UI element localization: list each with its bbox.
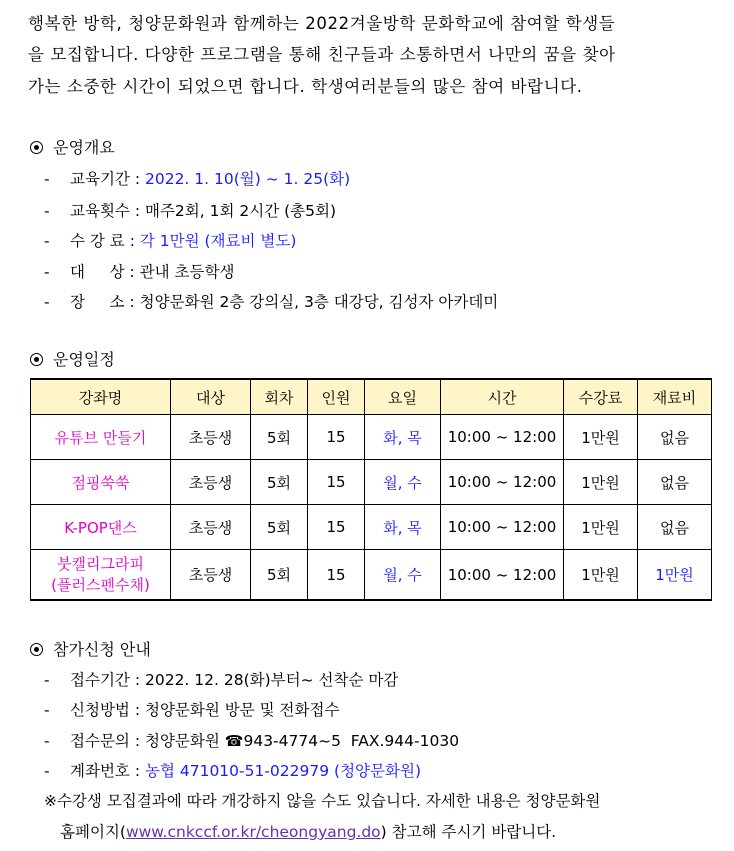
apply-period-value: 2022. 12. 28(화)부터~ 선착순 마감 xyxy=(144,671,399,689)
course-target: 초등생 xyxy=(171,415,251,460)
header-cell: 수강료 xyxy=(564,379,638,415)
schedule-heading xyxy=(30,347,115,370)
header-cell: 강좌명 xyxy=(31,379,171,415)
course-name: 점핑쑥쑥 xyxy=(31,460,171,505)
header-cell: 대상 xyxy=(171,379,251,415)
notice-line-1: ※수강생 모집결과에 따라 개강하지 않을 수도 있습니다. 자세한 내용은 청양문화원 xyxy=(44,792,601,810)
apply-method: - 신청방법 : 청양문화원 방문 및 전화접수 xyxy=(44,701,340,719)
apply-method-label: 신청방법 xyxy=(70,701,130,719)
overview-title: 운영개요 xyxy=(53,138,115,157)
header-cell: 시간 xyxy=(441,379,564,415)
apply-account-value: 농협 471010-51-022979 (청양문화원) xyxy=(144,762,421,780)
course-people: 15 xyxy=(308,460,365,505)
apply-contact-label: 접수문의 xyxy=(70,732,130,750)
course-name-line1: 붓캘리그라피 xyxy=(57,554,144,573)
table-header-row xyxy=(31,379,712,415)
course-target: 초등생 xyxy=(171,460,251,505)
course-people: 15 xyxy=(308,415,365,460)
course-days: 화, 목 xyxy=(365,415,441,460)
overview-target: - 대 상 : 관내 초등학생 xyxy=(44,263,235,281)
overview-count: - 교육횟수 : 매주2회, 1회 2시간 (총5회) xyxy=(44,202,337,220)
header-cell: 인원 xyxy=(308,379,365,415)
apply-contact-prefix: 청양문화원 xyxy=(144,732,225,750)
count-label: 교육횟수 xyxy=(70,202,130,220)
course-material: 없음 xyxy=(638,415,712,460)
course-days: 화, 목 xyxy=(365,505,441,550)
course-time: 10:00 ~ 12:00 xyxy=(441,415,564,460)
apply-method-value: 청양문화원 방문 및 전화접수 xyxy=(144,701,340,719)
course-people: 15 xyxy=(308,550,365,601)
notice-line-2 xyxy=(60,820,556,842)
course-time: 10:00 ~ 12:00 xyxy=(441,550,564,601)
course-sessions: 5회 xyxy=(251,505,308,550)
course-fee: 1만원 xyxy=(564,550,638,601)
course-target: 초등생 xyxy=(171,505,251,550)
intro-line-1: 행복한 방학, 청양문화원과 함께하는 2022겨울방학 문화학교에 참여할 학생들 xyxy=(28,14,616,33)
period-value: 2022. 1. 10(월) ~ 1. 25(화) xyxy=(144,170,351,188)
circle-bullet-icon xyxy=(30,643,43,656)
fee-label: 수 강 료 xyxy=(70,232,125,250)
schedule-table xyxy=(30,378,712,601)
course-sessions: 5회 xyxy=(251,415,308,460)
course-days: 월, 수 xyxy=(365,460,441,505)
table-row xyxy=(31,460,712,505)
circle-bullet-icon xyxy=(30,141,43,154)
apply-period: - 접수기간 : 2022. 12. 28(화)부터~ 선착순 마감 xyxy=(44,671,399,689)
course-people: 15 xyxy=(308,505,365,550)
intro-line-2: 을 모집합니다. 다양한 프로그램을 통해 친구들과 소통하면서 나만의 꿈을 찾아 xyxy=(28,45,616,64)
course-fee: 1만원 xyxy=(564,460,638,505)
notice-suffix: ) 참고해 주시기 바랍니다. xyxy=(380,823,557,841)
course-material: 없음 xyxy=(638,460,712,505)
circle-bullet-icon xyxy=(30,353,43,366)
course-target: 초등생 xyxy=(171,550,251,601)
course-days: 월, 수 xyxy=(365,550,441,601)
apply-contact: - 접수문의 : 청양문화원 ☎943-4774~5 FAX.944-1030 xyxy=(44,732,460,750)
target-value: 관내 초등학생 xyxy=(139,263,235,281)
table-row xyxy=(31,505,712,550)
intro-line-3: 가는 소중한 시간이 되었으면 합니다. 학생여러분들의 많은 참여 바랍니다. xyxy=(28,77,583,96)
apply-account: - 계좌번호 : 농협 471010-51-022979 (청양문화원) xyxy=(44,762,421,780)
count-value: 매주2회, 1회 2시간 (총5회) xyxy=(144,202,337,220)
header-cell: 요일 xyxy=(365,379,441,415)
schedule-title: 운영일정 xyxy=(53,350,115,369)
table-row xyxy=(31,550,712,601)
notice-prefix: 홈페이지( xyxy=(60,823,126,841)
phone-icon: ☎ xyxy=(224,732,244,750)
table-row xyxy=(31,415,712,460)
overview-fee: - 수 강 료 : 각 1만원 (재료비 별도) xyxy=(44,232,297,250)
apply-title: 참가신청 안내 xyxy=(53,640,151,659)
place-label: 장 소 xyxy=(70,293,125,311)
header-cell: 재료비 xyxy=(638,379,712,415)
course-fee: 1만원 xyxy=(564,505,638,550)
course-fee: 1만원 xyxy=(564,415,638,460)
header-cell: 회차 xyxy=(251,379,308,415)
apply-account-label: 계좌번호 xyxy=(70,762,130,780)
course-material: 없음 xyxy=(638,505,712,550)
course-name-line2: (플러스펜수채) xyxy=(51,575,150,594)
course-name: K-POP댄스 xyxy=(31,505,171,550)
course-time: 10:00 ~ 12:00 xyxy=(441,460,564,505)
course-sessions: 5회 xyxy=(251,460,308,505)
course-name xyxy=(31,550,171,601)
overview-place: - 장 소 : 청양문화원 2층 강의실, 3층 대강당, 김성자 아카데미 xyxy=(44,293,499,311)
course-material: 1만원 xyxy=(638,550,712,601)
target-label: 대 상 xyxy=(70,263,125,281)
apply-period-label: 접수기간 xyxy=(70,671,130,689)
homepage-link[interactable]: www.cnkccf.or.kr/cheongyang.do xyxy=(125,823,381,841)
apply-contact-value: 943-4774~5 FAX.944-1030 xyxy=(243,732,460,750)
overview-heading xyxy=(30,135,115,158)
overview-period: - 교육기간 : 2022. 1. 10(월) ~ 1. 25(화) xyxy=(44,170,351,188)
period-label: 교육기간 xyxy=(70,170,130,188)
apply-heading xyxy=(30,637,151,660)
fee-value: 각 1만원 (재료비 별도) xyxy=(139,232,297,250)
place-value: 청양문화원 2층 강의실, 3층 대강당, 김성자 아카데미 xyxy=(139,293,499,311)
course-time: 10:00 ~ 12:00 xyxy=(441,505,564,550)
course-name: 유튜브 만들기 xyxy=(31,415,171,460)
course-sessions: 5회 xyxy=(251,550,308,601)
